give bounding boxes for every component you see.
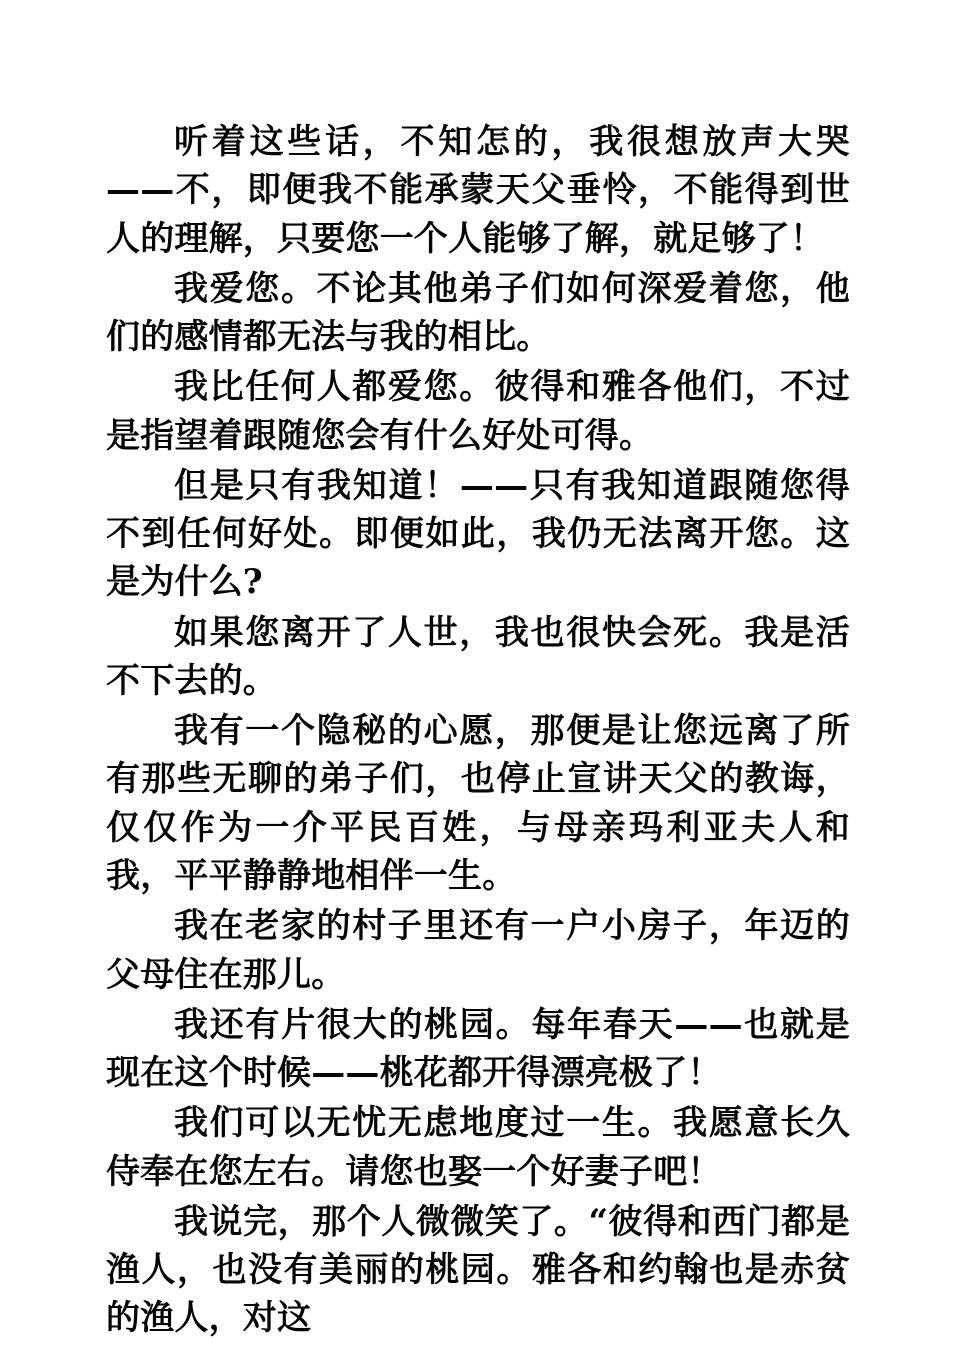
paragraph: 但是只有我知道！——只有我知道跟随您得不到任何好处。即便如此，我仍无法离开您。这是为什么? xyxy=(106,465,850,603)
paragraph: 我有一个隐秘的心愿，那便是让您远离了所有那些无聊的弟子们，也停止宣讲天父的教诲，仅仅作为一介平民百姓，与母亲玛利亚夫人和我，平平静静地相伴一生。 xyxy=(106,711,850,896)
paragraph: 我说完，那个人微微笑了。“彼得和西门都是渔人，也没有美丽的桃园。雅各和约翰也是赤贫的渔人，对这 xyxy=(106,1201,850,1339)
paragraph: 我还有片很大的桃园。每年春天——也就是现在这个时候——桃花都开得漂亮极了！ xyxy=(106,1004,850,1094)
paragraph: 听着这些话，不知怎的，我很想放声大哭——不，即便我不能承蒙天父垂怜，不能得到世人的理解，只要您一个人能够了解，就足够了！ xyxy=(106,122,850,259)
paragraph: 如果您离开了人世，我也很快会死。我是活不下去的。 xyxy=(106,612,850,701)
paragraph: 我爱您。不论其他弟子们如何深爱着您，他们的感情都无法与我的相比。 xyxy=(106,268,850,358)
page-body xyxy=(106,118,850,1343)
paragraph: 我比任何人都爱您。彼得和雅各他们，不过是指望着跟随您会有什么好处可得。 xyxy=(106,367,850,456)
paragraph: 我在老家的村子里还有一户小房子，年迈的父母住在那儿。 xyxy=(106,906,850,995)
paragraph: 我们可以无忧无虑地度过一生。我愿意长久侍奉在您左右。请您也娶一个好妻子吧！ xyxy=(106,1103,850,1192)
